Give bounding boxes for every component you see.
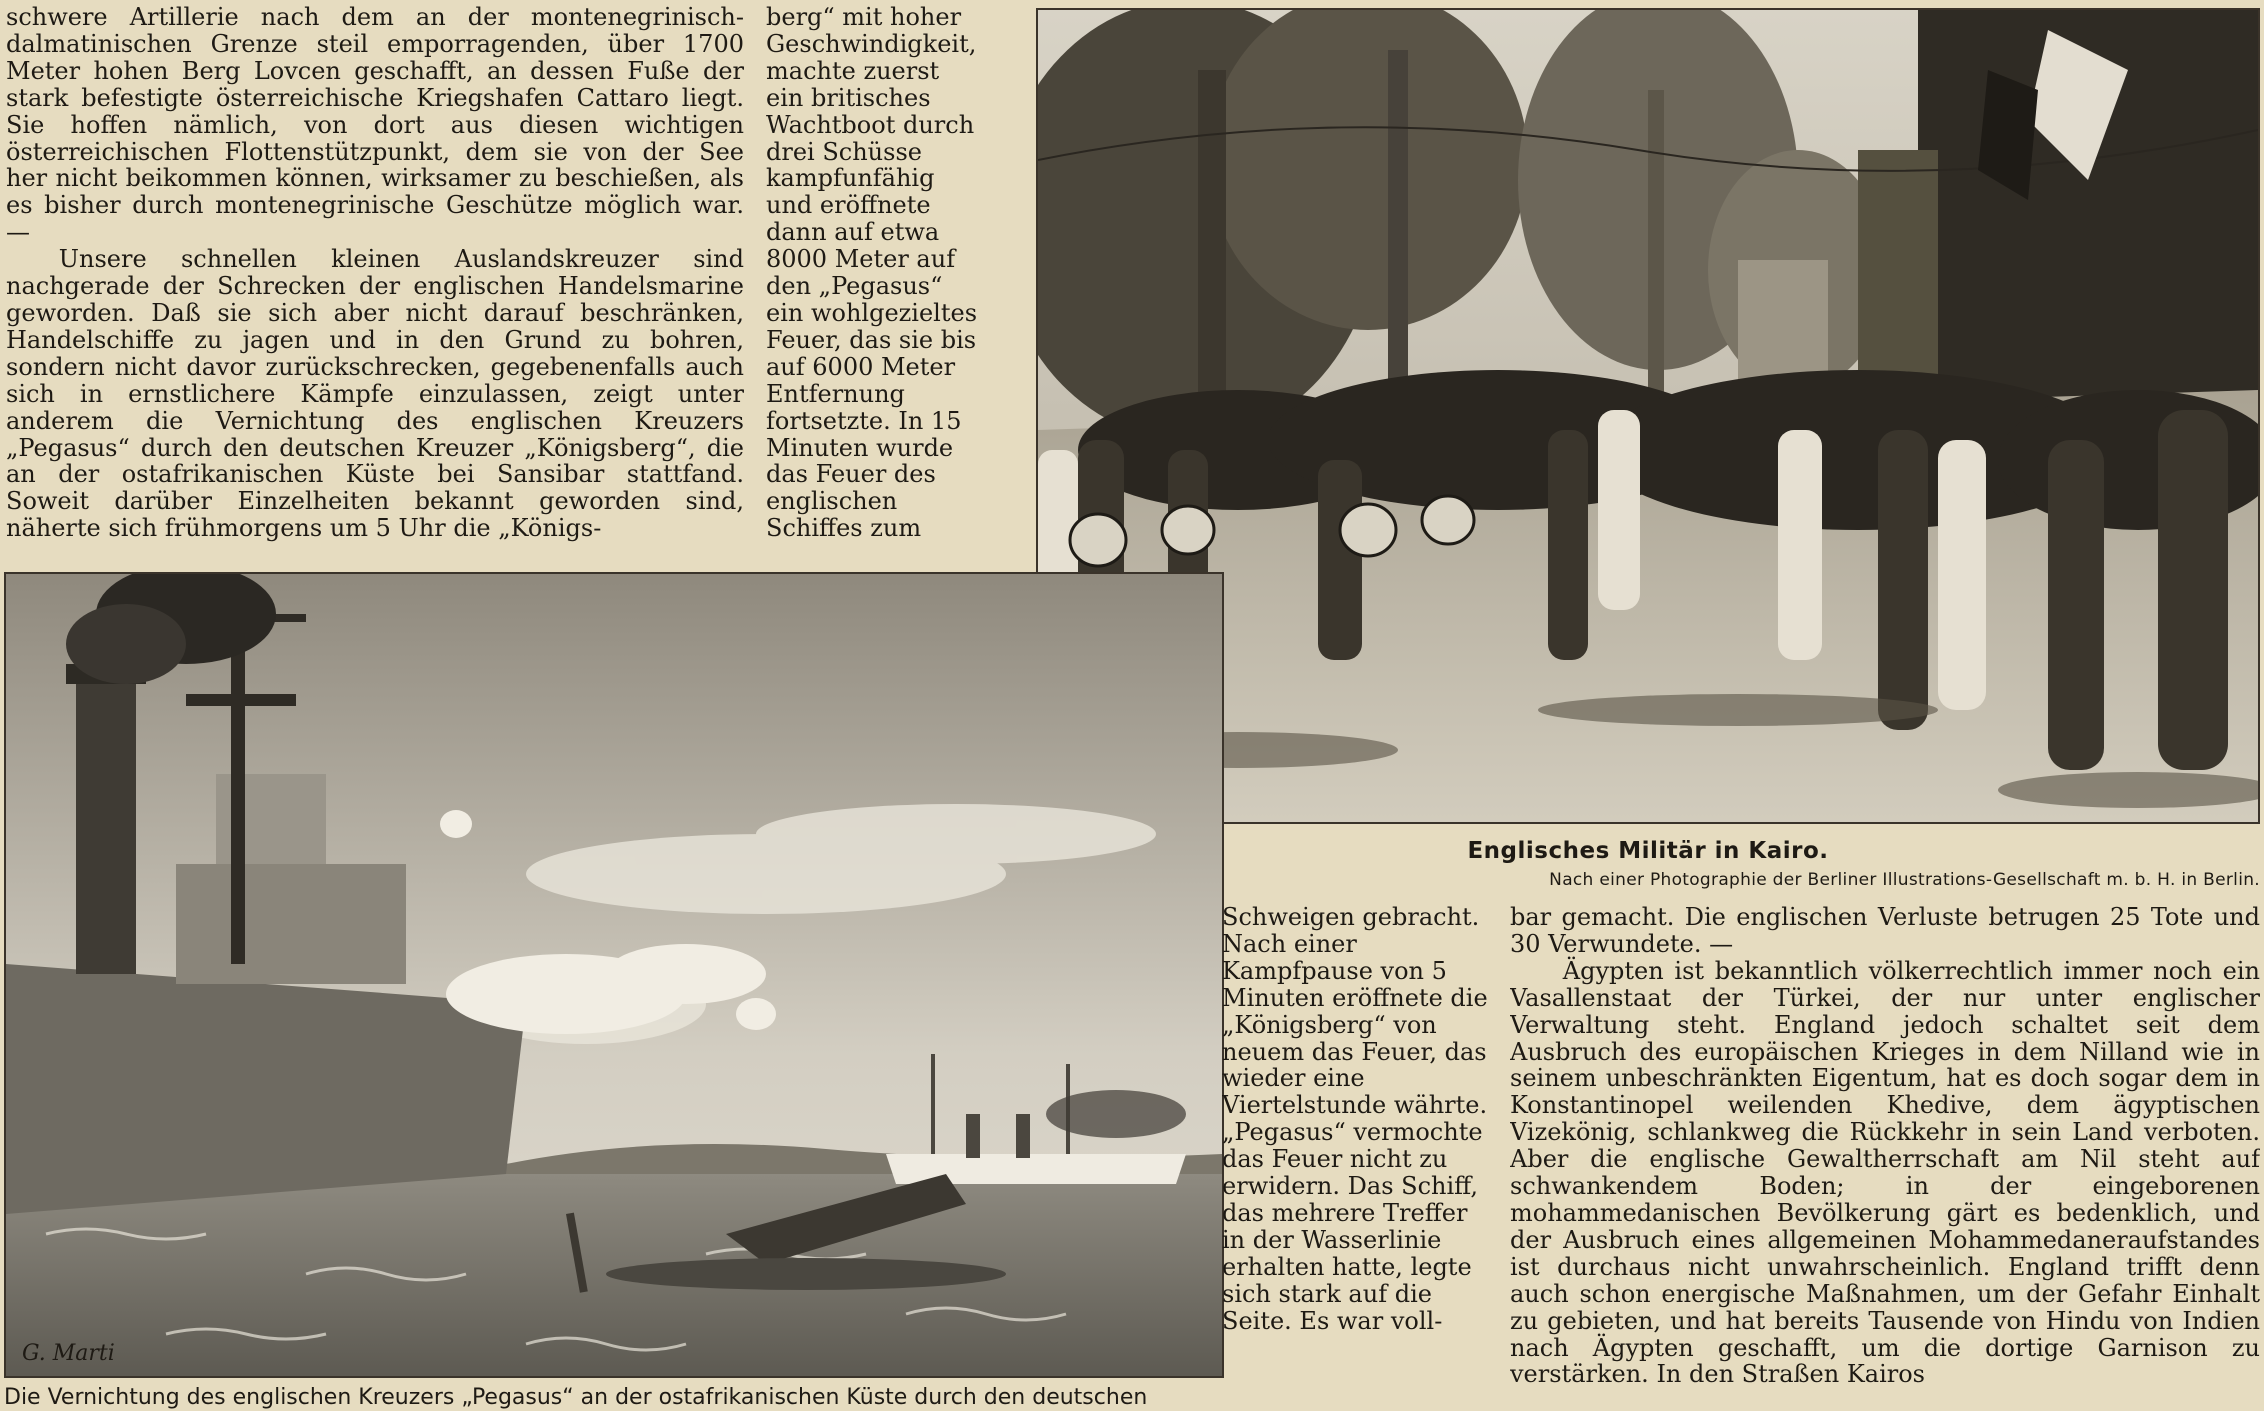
illustration-pegasus-sinking [4,572,1224,1378]
paragraph-egypt: Ägypten ist bekanntlich völkerrechtlich immer noch ein Vasallenstaat der Türkei, der nur unter englischer Verwaltung steht. England jedoch schaltet seit dem Ausbruch des europäischen Krieges in dem Nilland wie in seinem unbeschränkten Eigentum, hat es doch sogar dem in Konstantinopel weilenden Khedive, dem ägyptischen Vizekönig, schlankweg die Rückkehr in sein Land verboten. Aber die englische Gewaltherrschaft am Nil steht auf schwankendem Boden; in der eingeborenen mohammedanischen Bevölkerung gärt es bedenklich, und der Ausbruch eines allgemeinen Mohammedaneraufstandes ist durchaus nicht unwahrscheinlich. England trifft denn auch schon energische Maßnahmen, um der Gefahr Einhalt zu gebieten, und hat bereits Tausende von Hindu von Indien nach Ägypten geschafft, um die dortige Garnison zu verstärken. In den Straßen Kairos [1510,956,2260,1389]
article-column-narrow [766,4,978,542]
photo-caption-credit: Nach einer Photographie der Berliner Illustrations-Gesellschaft m. b. H. in Berlin. [1549,870,2260,890]
illustration-naval-battle [6,574,1222,1376]
illustration-caption: Die Vernichtung des englischen Kreuzers „Pegasus“ an der ostafrikanischen Küste durch den deutschen [4,1385,1148,1410]
paragraph-artillery: schwere Artillerie nach dem an der montenegrinisch-dalmatinischen Grenze steil emporragenden, über 1700 Meter hohen Berg Lovcen geschafft, an dessen Fuße der stark befestigte österreichische Kriegshafen Cattaro liegt. Sie hoffen nämlich, von dort aus diesen wichtigen österreichischen Flottenstützpunkt, dem sie von der See her nicht beikommen können, wirksamer zu beschießen, als es bisher durch montenegrinische Geschütze möglich war. — [6,4,744,247]
article-column-left [6,4,744,542]
paragraph-cruisers: Unsere schnellen kleinen Auslandskreuzer sind nachgerade der Schrecken der englischen Handelsmarine geworden. Daß sie sich aber nicht darauf beschränken, Handelschiffe zu jagen und in den Grund zu bohren, sondern nicht davor zurückschrecken, gegebenenfalls auch sich in ernstlichere Kämpfe einzulassen, zeigt unter anderem die Vernichtung des englischen Kreuzers „Pegasus“ durch den deutschen Kreuzer „Königsberg“, die an der ostafrikanischen Küste bei Sansibar stattfand. Soweit darüber Einzelheiten bekannt geworden sind, näherte sich frühmorgens um 5 Uhr die „Königs- [6,245,744,542]
paragraph-battle-continuation: Schweigen gebracht. Nach einer Kampfpause von 5 Minuten eröffnete die „Königsberg“ von neuem das Feuer, das wieder eine Viertelstunde währte. „Pegasus“ vermochte das Feuer nicht zu erwidern. Das Schiff, das mehrere Treffer in der Wasserlinie erhalten hatte, legte sich stark auf die Seite. Es war voll- [1222,904,1488,1335]
photo-caption-title: Englisches Militär in Kairo. [1467,838,1829,864]
article-column-bottom-right [1510,904,2260,1411]
article-column-bottom-narrow [1222,904,1488,1411]
paragraph-losses: bar gemacht. Die englischen Verluste betrugen 25 Tote und 30 Verwundete. — [1510,904,2260,958]
paragraph-koenigsberg-attack: berg“ mit hoher Geschwindigkeit, machte zuerst ein britisches Wachtboot durch drei Schüsse kampfunfähig und eröffnete dann auf etwa 8000 Meter auf den „Pegasus“ ein wohlgezieltes Feuer, das sie bis auf 6000 Meter Entfernung fortsetzte. In 15 Minuten wurde das Feuer des englischen Schiffes zum [766,4,978,542]
illustration-signature: G. Marti [22,1341,115,1366]
